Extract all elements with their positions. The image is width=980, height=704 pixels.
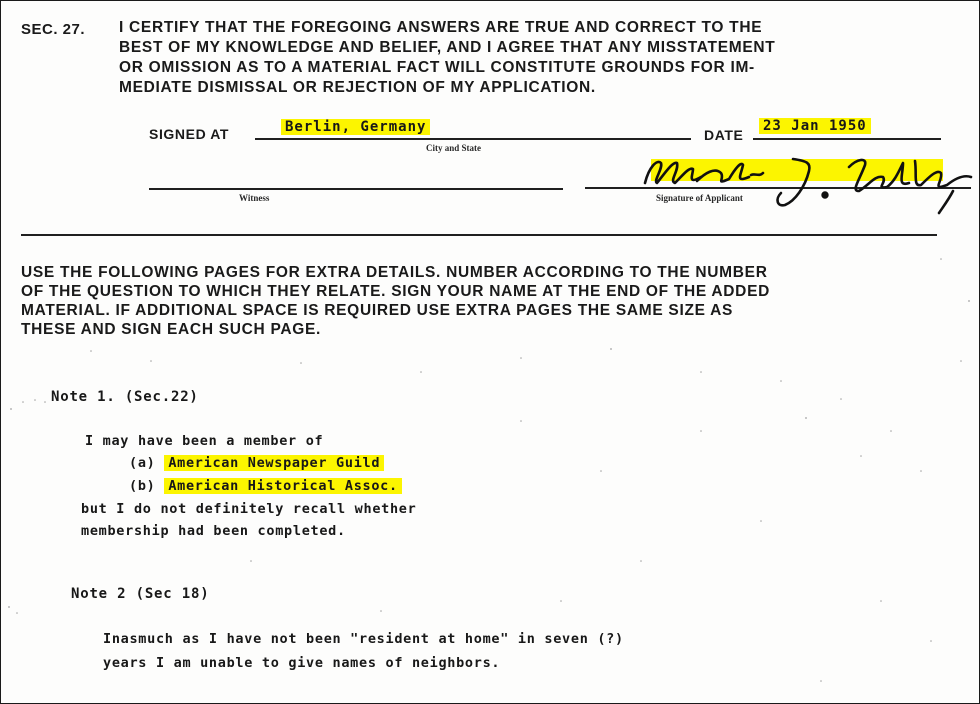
witness-caption: Witness	[239, 193, 270, 203]
note-1-item-b	[129, 478, 402, 494]
section-divider	[21, 234, 937, 236]
note-2-line: Inasmuch as I have not been "resident at home" in seven (?)	[103, 631, 624, 647]
section-label: SEC. 27.	[21, 21, 86, 38]
item-highlight: American Historical Assoc.	[164, 478, 402, 494]
instruction-line: USE THE FOLLOWING PAGES FOR EXTRA DETAILS. NUMBER ACCORDING TO THE NUMBER	[21, 264, 768, 281]
note-1-closing-line: but I do not definitely recall whether	[81, 501, 417, 517]
application-page	[1, 1, 979, 703]
item-marker: (a)	[129, 455, 156, 471]
witness-line	[149, 188, 563, 190]
date-highlight: 23 Jan 1950	[759, 118, 871, 134]
instruction-line: THESE AND SIGN EACH SUCH PAGE.	[21, 321, 322, 338]
signed-at-label: SIGNED AT	[149, 126, 230, 142]
signed-at-highlight: Berlin, Germany	[281, 119, 430, 135]
certification-line: OR OMISSION AS TO A MATERIAL FACT WILL CONSTITUTE GROUNDS FOR IM-	[119, 59, 755, 76]
note-1-intro: I may have been a member of	[85, 433, 324, 449]
instruction-line: OF THE QUESTION TO WHICH THEY RELATE. SIGN YOUR NAME AT THE END OF THE ADDED	[21, 283, 771, 300]
instruction-line: MATERIAL. IF ADDITIONAL SPACE IS REQUIRED USE EXTRA PAGES THE SAME SIZE AS	[21, 302, 734, 319]
item-marker: (b)	[129, 478, 156, 494]
certification-line: I CERTIFY THAT THE FOREGOING ANSWERS ARE TRUE AND CORRECT TO THE	[119, 19, 763, 36]
signed-at-line	[255, 138, 691, 140]
city-state-caption: City and State	[426, 143, 482, 153]
note-1-item-a	[129, 455, 384, 471]
date-value	[759, 118, 871, 134]
item-highlight: American Newspaper Guild	[164, 455, 384, 471]
instructions-text	[21, 263, 951, 339]
note-2-line: years I am unable to give names of neighbors.	[103, 655, 501, 671]
note-2-heading: Note 2 (Sec 18)	[71, 586, 210, 602]
applicant-signature	[631, 147, 980, 223]
date-label: DATE	[704, 127, 744, 143]
certification-line: MEDIATE DISMISSAL OR REJECTION OF MY APPLICATION.	[119, 79, 596, 96]
certification-text	[119, 18, 949, 98]
date-line	[753, 138, 941, 140]
signature-caption: Signature of Applicant	[656, 193, 743, 203]
note-1-heading: Note 1. (Sec.22)	[51, 389, 199, 405]
certification-line: BEST OF MY KNOWLEDGE AND BELIEF, AND I AGREE THAT ANY MISSTATEMENT	[119, 39, 776, 56]
note-1-closing-line: membership had been completed.	[81, 523, 346, 539]
signed-at-value	[281, 119, 430, 135]
